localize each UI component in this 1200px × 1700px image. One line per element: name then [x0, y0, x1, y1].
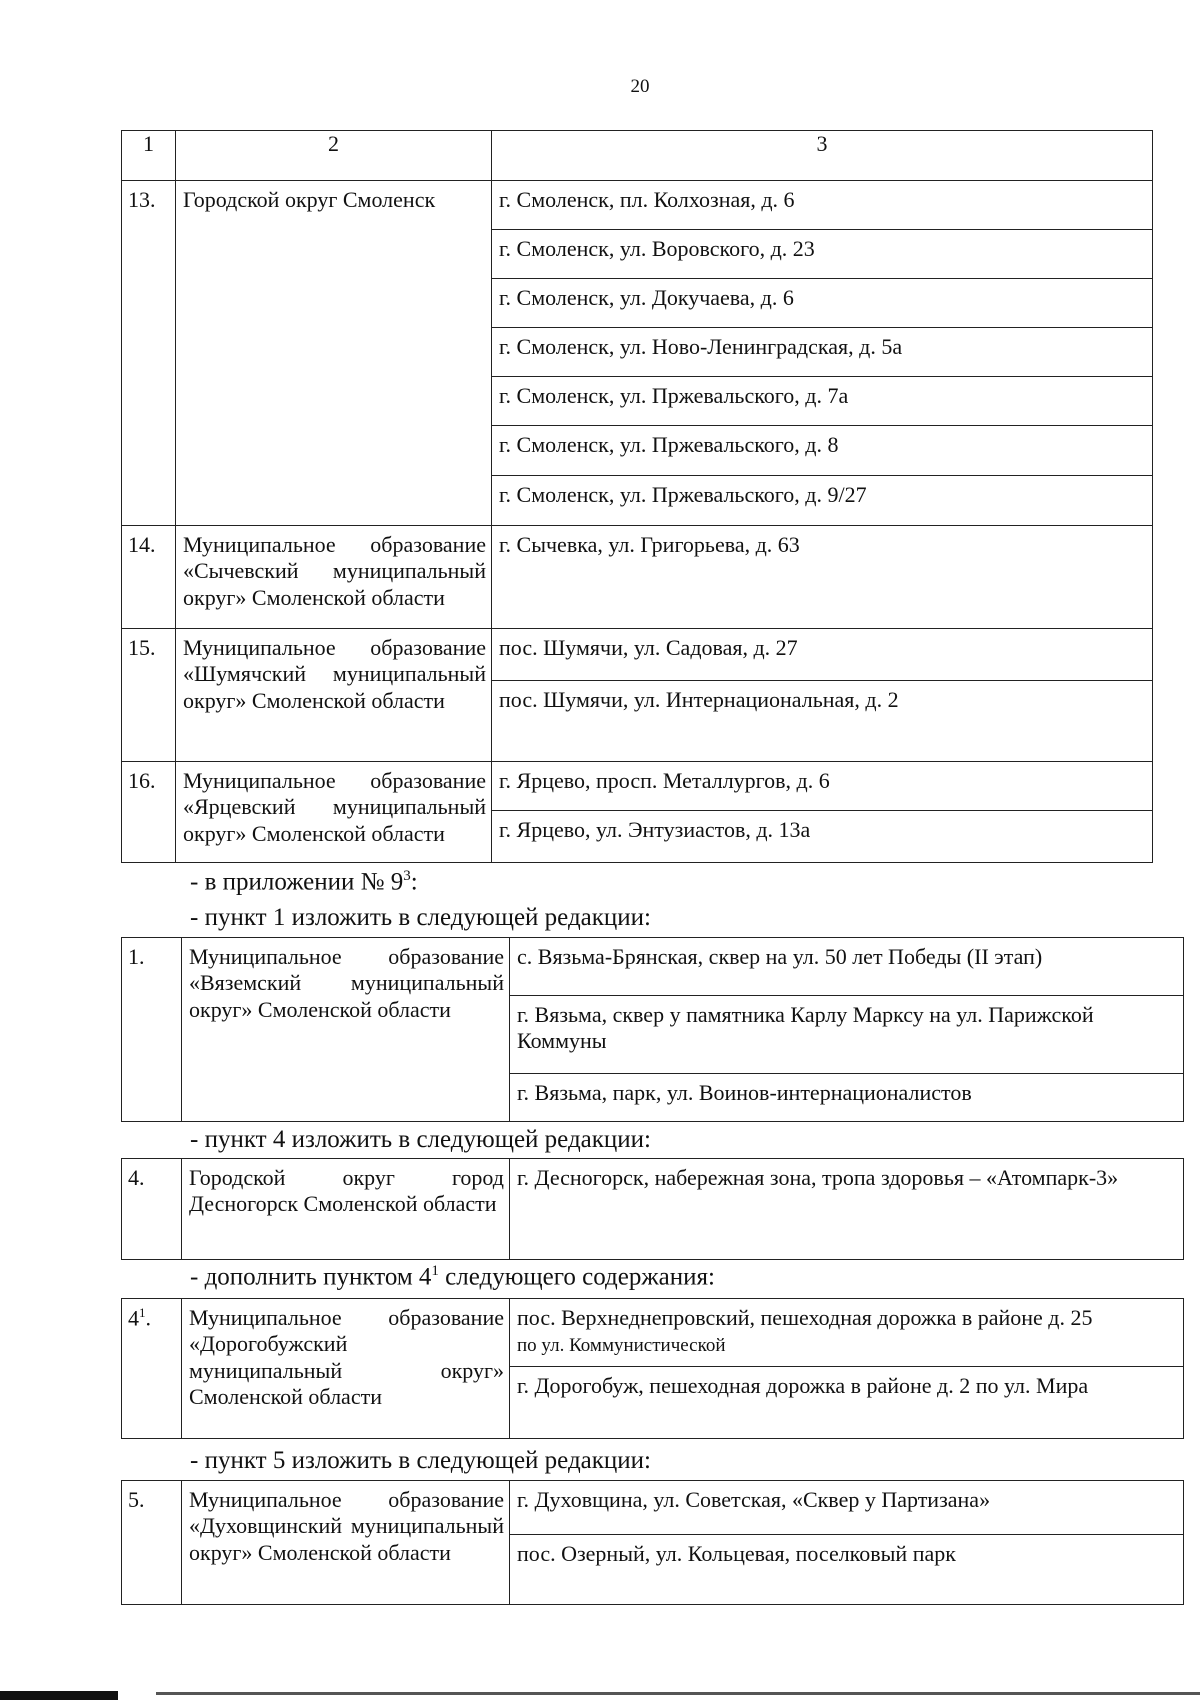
row-organization: Муниципальное образование «Ярцевский муниципальный округ» Смоленской области: [176, 762, 492, 863]
row-address: г. Смоленск, ул. Ново-Ленинградская, д. 5а: [492, 328, 1153, 377]
row-address: г. Ярцево, просп. Металлургов, д. 6: [492, 762, 1153, 811]
row-address: г. Смоленск, ул. Пржевальского, д. 7а: [492, 377, 1153, 426]
header-col-2: 2: [176, 131, 492, 181]
row-number: 16.: [122, 762, 176, 863]
paragraph-1-table: [121, 937, 1184, 1122]
table-header-row: [122, 131, 1153, 181]
row-address: г. Дорогобуж, пешеходная дорожка в районе д. 2 по ул. Мира: [510, 1367, 1184, 1439]
paragraph-5-table: [121, 1480, 1184, 1605]
row-number: 5.: [122, 1481, 182, 1605]
paragraph-4-1-caption: - дополнить пунктом $4^1$ следующего содержания:: [190, 1263, 715, 1291]
row-address: г. Десногорск, набережная зона, тропа здоровья – «Атомпарк-3»: [510, 1159, 1184, 1260]
table-row: [122, 1159, 1184, 1260]
paragraph-4-1-table: [121, 1298, 1184, 1439]
header-col-1: 1: [122, 131, 176, 181]
row-address: г. Духовщина, ул. Советская, «Сквер у Партизана»: [510, 1481, 1184, 1535]
row-address: г. Вязьма, сквер у памятника Карлу Марксу на ул. Парижской Коммуны: [510, 996, 1184, 1074]
row-address: г. Вязьма, парк, ул. Воинов-интернационалистов: [510, 1074, 1184, 1122]
paragraph-5-caption: - пункт 5 изложить в следующей редакции:: [190, 1447, 651, 1474]
row-address: г. Сычевка, ул. Григорьева, д. 63: [492, 526, 1153, 629]
paragraph-4-table: [121, 1158, 1184, 1260]
row-address: пос. Шумячи, ул. Садовая, д. 27: [492, 629, 1153, 681]
table-row: [122, 938, 1184, 996]
page-number: 20: [630, 76, 650, 97]
address-line: по ул. Коммунистической: [517, 1335, 726, 1357]
row-organization: Муниципальное образование «Дорогобужский муниципальный округ» Смоленской области: [182, 1299, 510, 1439]
row-number: 4.: [122, 1159, 182, 1260]
table-row: [122, 1299, 1184, 1367]
row-address: [510, 1299, 1184, 1367]
paragraph-1-caption: - пункт 1 изложить в следующей редакции:: [190, 904, 651, 931]
row-organization: Городской округ Смоленск: [176, 181, 492, 526]
row-address: г. Смоленск, ул. Воровского, д. 23: [492, 230, 1153, 279]
address-line: пос. Верхнеднепровский, пешеходная дорожка в районе д. 25: [517, 1305, 1093, 1330]
row-address: г. Смоленск, ул. Пржевальского, д. 9/27: [492, 476, 1153, 526]
row-number: 14.: [122, 526, 176, 629]
table-row: [122, 629, 1153, 681]
main-table: [121, 130, 1153, 863]
table-row: [122, 762, 1153, 811]
row-address: г. Смоленск, ул. Докучаева, д. 6: [492, 279, 1153, 328]
row-address: пос. Озерный, ул. Кольцевая, поселковый парк: [510, 1535, 1184, 1605]
row-organization: Муниципальное образование «Шумячский муниципальный округ» Смоленской области: [176, 629, 492, 762]
row-number: $4^1$.: [122, 1299, 182, 1439]
table-row: [122, 1481, 1184, 1535]
row-address: пос. Шумячи, ул. Интернациональная, д. 2: [492, 681, 1153, 762]
row-number: 13.: [122, 181, 176, 526]
row-number: 15.: [122, 629, 176, 762]
row-number: 1.: [122, 938, 182, 1122]
table-row: [122, 526, 1153, 629]
paragraph-4-caption: - пункт 4 изложить в следующей редакции:: [190, 1126, 651, 1153]
row-address: с. Вязьма-Брянская, сквер на ул. 50 лет Победы (II этап): [510, 938, 1184, 996]
row-address: г. Смоленск, пл. Колхозная, д. 6: [492, 181, 1153, 230]
row-address: г. Смоленск, ул. Пржевальского, д. 8: [492, 426, 1153, 476]
scan-edge-mark: [0, 1691, 118, 1700]
appendix-caption: - в приложении № $9^3$:: [190, 868, 418, 896]
table-row: [122, 181, 1153, 230]
row-organization: Муниципальное образование «Духовщинский муниципальный округ» Смоленской области: [182, 1481, 510, 1605]
scan-edge-line: [156, 1692, 1200, 1695]
row-organization: Муниципальное образование «Сычевский муниципальный округ» Смоленской области: [176, 526, 492, 629]
header-col-3: 3: [492, 131, 1153, 181]
row-organization: Муниципальное образование «Вяземский муниципальный округ» Смоленской области: [182, 938, 510, 1122]
row-organization: Городской округ город Десногорск Смоленской области: [182, 1159, 510, 1260]
row-address: г. Ярцево, ул. Энтузиастов, д. 13а: [492, 811, 1153, 863]
